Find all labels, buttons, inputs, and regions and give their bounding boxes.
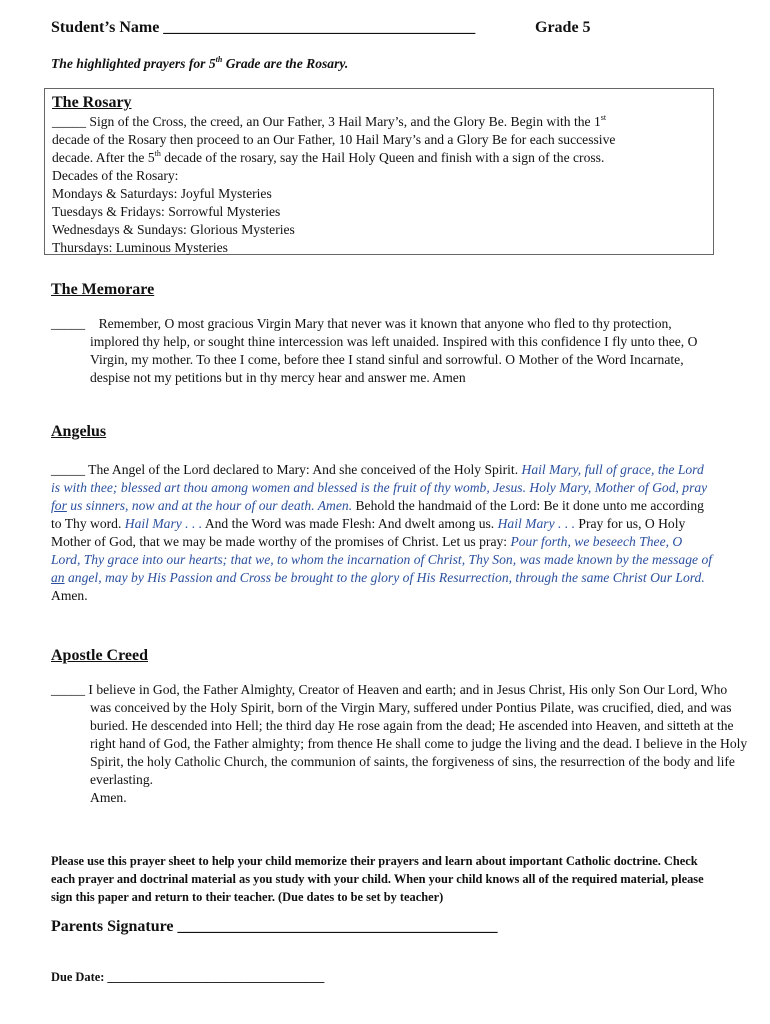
rosary-sup-1: st — [600, 113, 607, 122]
parents-signature-line[interactable]: Parents Signature ________________________________________ — [51, 918, 498, 935]
creed-text — [51, 681, 750, 789]
memorare-text — [51, 315, 715, 387]
rosary-text-1: Sign of the Cross, the creed, an Our Father, 3 Hail Mary’s, and the Glory Be. Begin with the 1 — [85, 114, 601, 129]
memorare-body: Remember, O most gracious Virgin Mary that never was it known that anyone who fled to thy protection, implored thy help, or sought thine intercession was left unaided. Inspired with this confidence I fly unto thee, O Virgin, my mother. To thee I come, before thee I stand sinful and sorrowful. O Mother of the Word Incarnate, despise not my petitions but in thy mercy hear and answer me. Amen — [90, 316, 698, 385]
rosary-text-3b: decade of the rosary, say the Hail Holy Queen and finish with a sign of the cross. — [160, 150, 605, 165]
creed-amen: Amen. — [90, 790, 127, 805]
creed-section — [51, 646, 748, 807]
memorare-section — [51, 280, 721, 387]
angelus-text — [51, 461, 713, 605]
due-date-line[interactable]: Due Date: ___________________________________ — [51, 970, 325, 984]
rosary-section — [44, 88, 714, 255]
angelus-t2: Behold the handmaid of the Lord: Be it done unto me according to Thy word. — [51, 498, 704, 531]
subtitle — [51, 55, 348, 73]
creed-body: I believe in God, the Father Almighty, Creator of Heaven and earth; and in Jesus Christ, His only Son Our Lord, Who was conceived by the Holy Spirit, born of the Virgin Mary, suffered under Pontius Pilate, was crucified, died, and was buried. He descended into Hell; the third day He rose again from the dead; He ascended into Heaven, and sitteth at the right hand of God, the Father almighty; from thence He shall come to judge the living and the dead. I believe in the Holy Spirit, the holy Catholic Church, the communion of saints, the forgiveness of sins, the resurrection of the body and life everlasting. — [88, 682, 748, 787]
memorare-title: The Memorare — [51, 281, 155, 298]
angelus-t3: And the Word was made Flesh: And dwelt among us. — [202, 516, 498, 531]
angelus-checkbox-blank[interactable]: _____ — [51, 462, 85, 477]
angelus-b3: Hail Mary . . . — [497, 516, 576, 531]
decades-label: Decades of the Rosary: — [52, 168, 179, 183]
creed-checkbox-blank[interactable]: _____ — [51, 682, 85, 697]
creed-title: Apostle Creed — [51, 647, 149, 664]
angelus-t5: Amen. — [51, 588, 88, 603]
rosary-line-2: decade of the Rosary then proceed to an Our Father, 10 Hail Mary’s and a Glory Be for each successive — [52, 132, 616, 147]
angelus-t1: The Angel of the Lord declared to Mary: And she conceived of the Holy Spirit. — [84, 462, 522, 477]
rosary-text-3: decade. After the 5 — [52, 150, 155, 165]
mystery-line: Thursdays: Luminous Mysteries — [52, 240, 228, 255]
subtitle-sup: th — [215, 55, 223, 64]
subtitle-text-end: Grade are the Rosary. — [222, 56, 349, 71]
angelus-t4: Pray for us, O Holy Mother of God, that we may be made worthy of the promises of Christ. Let us pray: — [51, 516, 686, 549]
student-name-line — [51, 19, 611, 37]
angelus-section — [51, 422, 713, 605]
rosary-line-3 — [52, 149, 713, 167]
memorare-checkbox-blank[interactable]: _____ — [51, 316, 85, 331]
angelus-b4: Pour forth, we beseech Thee, O Lord, Thy grace into our hearts; that we, to whom the incarnation of Christ, Thy Son, was made known by the message of — [51, 534, 713, 567]
angelus-b4-u: an — [51, 570, 65, 585]
mystery-line: Tuesdays & Fridays: Sorrowful Mysteries — [52, 204, 281, 219]
parent-note: Please use this prayer sheet to help your child memorize their prayers and learn about important Catholic doctrine. Check each prayer and doctrinal material as you study with your child. When your child knows all of the required material, please sign this paper and return to their teacher. (Due dates to be set by teacher) — [51, 854, 704, 904]
rosary-title: The Rosary — [52, 94, 132, 111]
angelus-b1-post: us sinners, now and at the hour of our death. Amen. — [66, 498, 353, 513]
rosary-sup-3: th — [154, 149, 161, 158]
grade-label: Grade 5 — [535, 19, 591, 36]
mystery-line: Wednesdays & Sundays: Glorious Mysteries — [52, 222, 295, 237]
angelus-b1-u: for — [51, 498, 67, 513]
angelus-b1: Hail Mary, full of grace, the Lord is with thee; blessed art thou among women and blessed is the fruit of thy womb, Jesus. Holy Mary, Mother of God, pray — [51, 462, 708, 495]
subtitle-text: The highlighted prayers for 5 — [51, 56, 216, 71]
mystery-line: Mondays & Saturdays: Joyful Mysteries — [52, 186, 272, 201]
rosary-line-1 — [52, 113, 713, 131]
rosary-checkbox-blank[interactable]: _____ — [52, 114, 86, 129]
angelus-b2: Hail Mary . . . — [124, 516, 203, 531]
student-name-label[interactable]: Student’s Name _______________________________________ — [51, 19, 476, 36]
angelus-title: Angelus — [51, 423, 107, 440]
angelus-b4-post: angel, may by His Passion and Cross be brought to the glory of His Resurrection, through the same Christ Our Lord. — [64, 570, 705, 585]
